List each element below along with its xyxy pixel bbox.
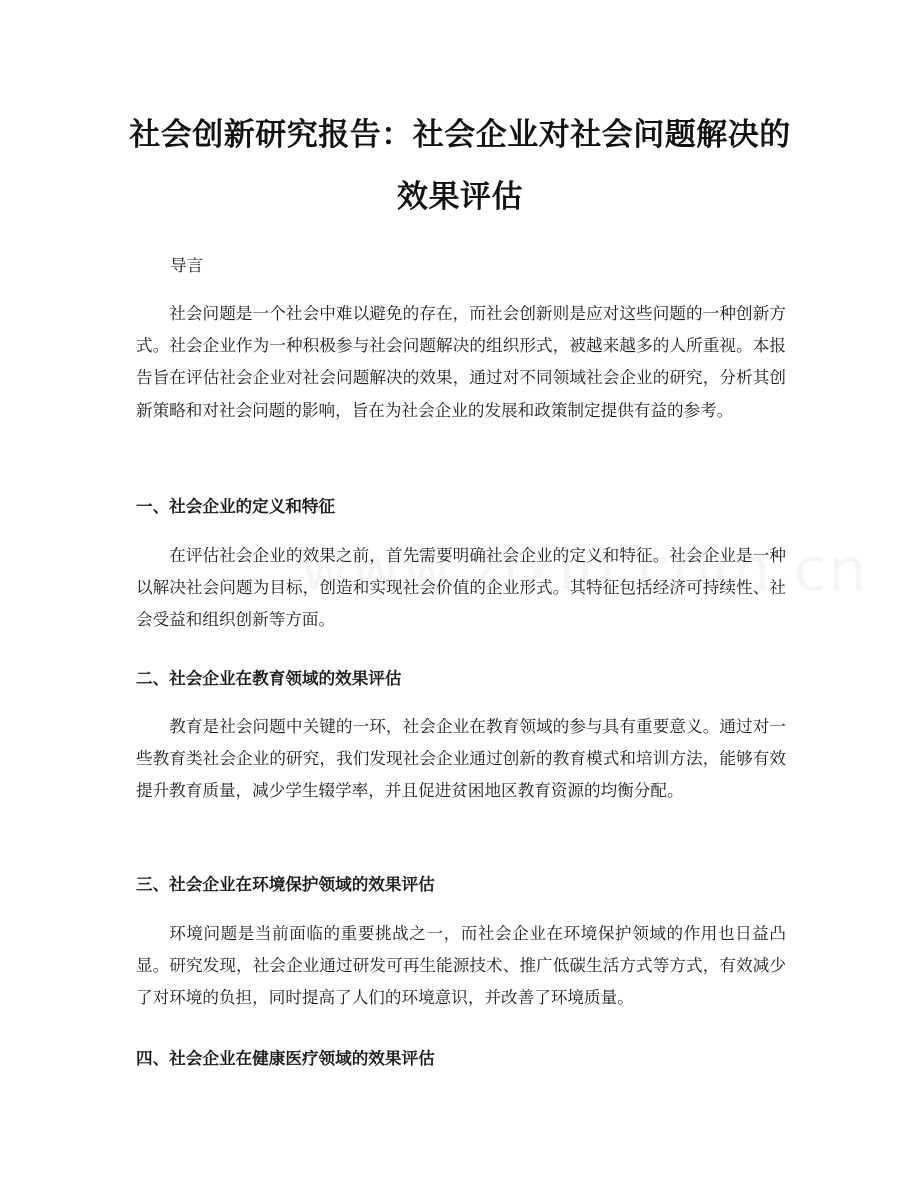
document-title: 社会创新研究报告：社会企业对社会问题解决的效果评估 <box>129 117 791 215</box>
section-heading-2: 二、社会企业在教育领域的效果评估 <box>136 669 402 688</box>
section-paragraph-3: 环境问题是当前面临的重要挑战之一，而社会企业在环境保护领域的作用也日益凸显。研究发现，社会企业通过研发可再生能源技术、推广低碳生活方式等方式，有效减少了对环境的负担，同时提高了人们的环境意识，并改善了环境质量。 <box>136 924 786 1008</box>
section-heading-4: 四、社会企业在健康医疗领域的效果评估 <box>136 1049 435 1068</box>
section-paragraph-2: 教育是社会问题中关键的一环，社会企业在教育领域的参与具有重要意义。通过对一些教育类社会企业的研究，我们发现社会企业通过创新的教育模式和培训方法，能够有效提升教育质量，减少学生辍学率，并且促进贫困地区教育资源的均衡分配。 <box>136 717 786 801</box>
intro-paragraph: 社会问题是一个社会中难以避免的存在，而社会创新则是应对这些问题的一种创新方式。社会企业作为一种积极参与社会问题解决的组织形式，被越来越多的人所重视。本报告旨在评估社会企业对社会问题解决的效果，通过对不同领域社会企业的研究，分析其创新策略和对社会问题的影响，旨在为社会企业的发展和政策制定提供有益的参考。 <box>136 304 786 420</box>
section-heading-3: 三、社会企业在环境保护领域的效果评估 <box>136 875 435 894</box>
intro-label: 导言 <box>170 256 204 275</box>
section-heading-1: 一、社会企业的定义和特征 <box>136 497 336 516</box>
section-paragraph-1: 在评估社会企业的效果之前，首先需要明确社会企业的定义和特征。社会企业是一种以解决社会问题为目标，创造和实现社会价值的企业形式。其特征包括经济可持续性、社会受益和组织创新等方面。 <box>136 546 786 630</box>
